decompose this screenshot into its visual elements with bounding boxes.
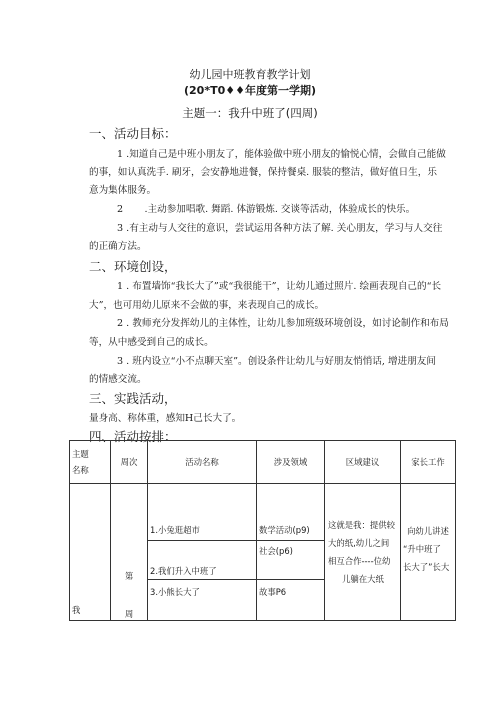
week-cell-bottom: 周 (124, 609, 134, 619)
doc-title: 幼儿园中班教育教学计划 (189, 68, 311, 81)
activity-1: 1.小兔逛超市 (148, 484, 257, 541)
goal-1-line-1: 1 .知道自己是中班小朋友了，能体验做中班小朋友的愉悦心情，会做自己能做 (117, 149, 446, 160)
domain-3: 故事P6 (257, 580, 325, 621)
area-line-3: 相互合作----位幼 (328, 556, 391, 566)
header-theme-line-1: 主题 (72, 449, 89, 459)
section-schedule-heading: 四、活动按排： (89, 429, 177, 444)
week-cell-top: 第 (124, 571, 134, 581)
schedule-table (69, 440, 456, 621)
practice-line-1: 量身高、称体重，感知H己长大了。 (89, 413, 242, 424)
header-area: 区域建议 (325, 441, 401, 484)
goal-3-line-2: 的正确方法。 (89, 241, 147, 252)
header-theme (70, 441, 111, 484)
parent-cell (401, 484, 456, 621)
header-activity: 活动名称 (148, 441, 257, 484)
goal-3-line-1: 3 .有主动与人交往的意识，尝试运用各种方法了解. 关心朋友，学习与人交往 (117, 223, 443, 234)
goal-1-line-2: 的事，如认真洗手. 刷牙，会安静地进餐，保持餐桌. 服装的整洁，做好值日生，乐 (89, 167, 437, 178)
goal-2-line-1: 2 .主动参加唱歌. 舞蹈. 体游锻炼. 交谈等活动，体验成长的快乐。 (117, 204, 416, 215)
parent-line-3: 长大了”长大 (403, 562, 450, 572)
theme-cell: 我 (70, 484, 111, 621)
env-2-line-1: 2 . 教师充分发挥幼儿的主体性，让幼儿参加班级环境创设，如讨论制作和布局 (117, 318, 449, 329)
section-environment-heading: 二、环境创设， (89, 259, 177, 274)
domain-1: 数学活动(p9) (257, 484, 325, 541)
theme-heading: 主题一：我升中班了(四周) (182, 106, 318, 120)
env-3-line-2: 的情感交流。 (89, 374, 147, 385)
header-week: 周次 (111, 441, 148, 484)
activity-2: 2.我们升入中班了 (148, 540, 257, 580)
area-line-4: 儿躺在大纸 (342, 574, 384, 584)
parent-line-1: 向幼儿讲述 (407, 526, 449, 536)
domain-2: 社会(p6) (257, 540, 325, 580)
area-line-2: 大的纸,幼儿之间 (328, 538, 390, 548)
week-cell (111, 484, 148, 621)
area-cell (325, 484, 401, 621)
area-line-1: 这就是我：提供较 (328, 520, 395, 530)
section-practice-heading: 三、实践活动， (89, 391, 177, 406)
env-2-line-2: 等，从中感受到自己的成长。 (89, 337, 214, 348)
header-parent: 家长工作 (401, 441, 456, 484)
header-domain: 涉及领域 (257, 441, 325, 484)
header-theme-line-2: 名称 (72, 465, 89, 475)
table-row (70, 484, 456, 541)
env-1-line-1: 1 . 布置墙饰“我长大了”或“我很能干”，让幼儿通过照片. 绘画表现自己的“长 (117, 281, 442, 292)
activity-3: 3.小熊长大了 (148, 580, 257, 621)
parent-line-2: “升中班了 (403, 544, 441, 554)
section-goals-heading: 一、活动目标： (89, 126, 177, 141)
doc-subtitle: (20*T0♦♦年度第一学期) (184, 84, 316, 97)
table-header-row (70, 441, 456, 484)
env-3-line-1: 3 . 班内设立“小不点聊天室”。创设条件让幼儿与好朋友悄悄话, 增进朋友间 (117, 356, 436, 367)
env-1-line-2: 大”，也可用幼儿原来不会做的事，来表现自己的成长。 (89, 300, 325, 311)
goal-1-line-3: 意为集体服务。 (89, 185, 157, 196)
